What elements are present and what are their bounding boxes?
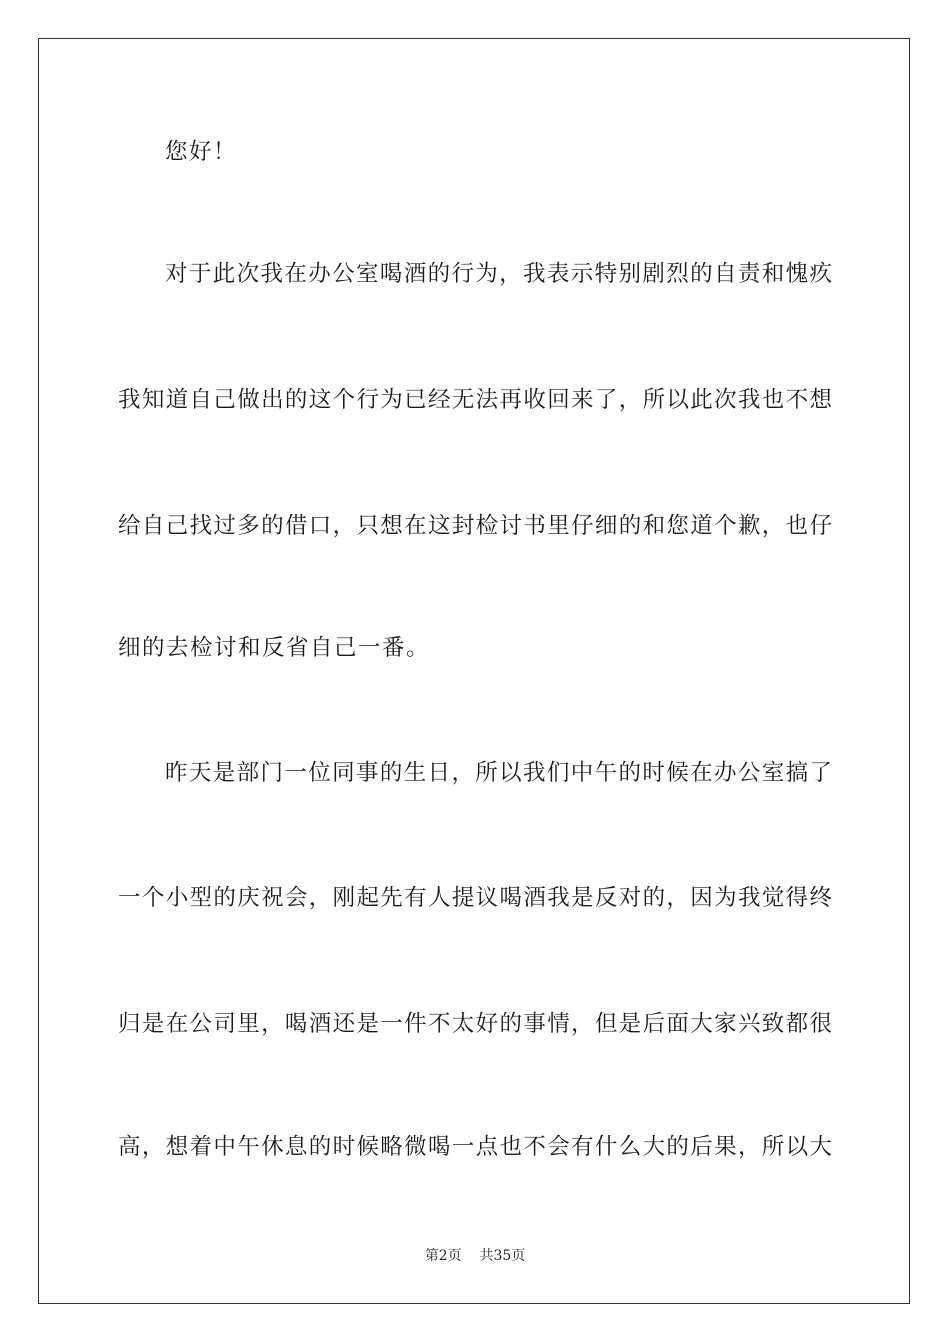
paragraph-1-line-3: 给自己找过多的借口，只想在这封检讨书里仔细的和您道个歉，也仔 — [118, 513, 832, 539]
page-border — [38, 38, 910, 1304]
paragraph-2-line-1: 昨天是部门一位同事的生日，所以我们中午的时候在办公室搞了 — [165, 760, 832, 786]
paragraph-2-line-4: 高，想着中午休息的时候略微喝一点也不会有什么大的后果，所以大 — [118, 1134, 832, 1160]
paragraph-2-line-2: 一个小型的庆祝会，刚起先有人提议喝酒我是反对的，因为我觉得终 — [118, 885, 832, 911]
greeting-text: 您好！ — [165, 139, 238, 165]
paragraph-1-line-1: 对于此次我在办公室喝酒的行为，我表示特别剧烈的自责和愧疚 — [165, 261, 832, 287]
page-number: 第2页 — [424, 1248, 462, 1264]
paragraph-1-line-2: 我知道自己做出的这个行为已经无法再收回来了，所以此次我也不想 — [118, 387, 832, 413]
page-total: 共35页 — [479, 1248, 526, 1264]
paragraph-2-line-3: 归是在公司里，喝酒还是一件不太好的事情，但是后面大家兴致都很 — [118, 1011, 832, 1037]
paragraph-1-line-4: 细的去检讨和反省自己一番。 — [118, 635, 431, 661]
page-footer — [0, 1247, 950, 1265]
